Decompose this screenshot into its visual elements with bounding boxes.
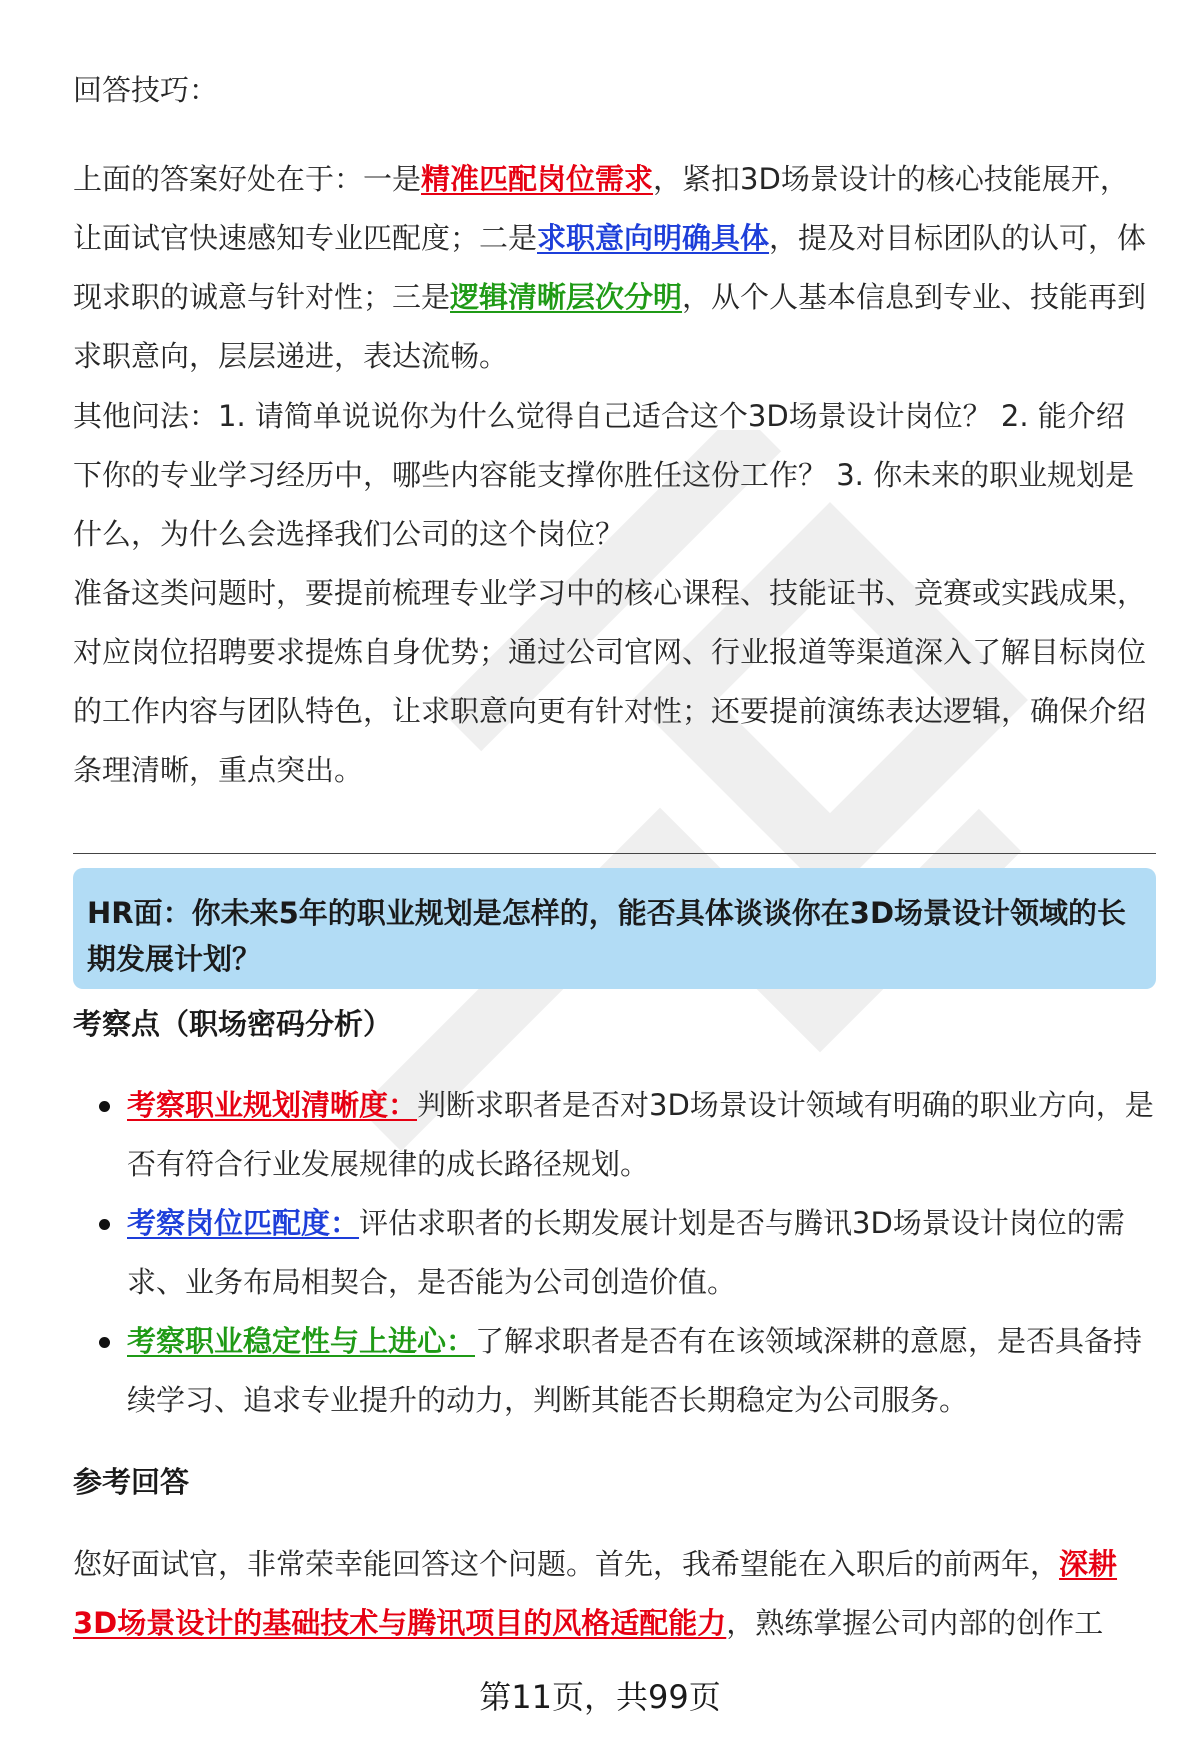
analysis-item — [73, 1194, 1156, 1312]
hr-question-text: HR面：你未来5年的职业规划是怎样的，能否具体谈谈你在3D场景设计领域的长期发展计划？ — [87, 896, 1127, 976]
analysis-item — [73, 1312, 1156, 1430]
benefits-text-3: ，提及对目标团队的认可，体现求职的诚意与针对性；三是 — [73, 221, 1147, 314]
answer-text-2: ，熟练掌握公司内部的创作工 — [726, 1606, 1104, 1640]
benefits-text-2: ，紧扣3D场景设计的核心技能展开，让面试官快速感知专业匹配度；二是 — [73, 162, 1129, 255]
answer-highlight: 深耕3D场景设计的基础技术与腾讯项目的风格适配能力 — [73, 1547, 1118, 1640]
analysis-text: 判断求职者是否对3D场景设计领域有明确的职业方向，是否有符合行业发展规律的成长路径规划。 — [127, 1088, 1154, 1181]
analysis-key-match: 考察岗位匹配度： — [127, 1206, 360, 1240]
benefits-text-4: ，从个人基本信息到专业、技能再到求职意向，层层递进，表达流畅。 — [73, 280, 1147, 373]
analysis-title: 考察点（职场密码分析） — [73, 1007, 393, 1041]
highlight-precise-match: 精准匹配岗位需求 — [421, 162, 654, 196]
reference-answer-text — [73, 1535, 1156, 1653]
tips-label: 回答技巧： — [73, 73, 219, 107]
analysis-key-stability: 考察职业稳定性与上进心： — [127, 1324, 476, 1358]
bullet-icon — [99, 1337, 110, 1348]
analysis-key-planning: 考察职业规划清晰度： — [127, 1088, 418, 1122]
reference-answer-title: 参考回答 — [73, 1465, 190, 1499]
answer-text-1: 您好面试官，非常荣幸能回答这个问题。首先，我希望能在入职后的前两年， — [73, 1547, 1060, 1581]
highlight-clear-logic: 逻辑清晰层次分明 — [450, 280, 683, 314]
tips-paragraph-benefits — [73, 150, 1153, 386]
tips-paragraph-preparation: 准备这类问题时，要提前梳理专业学习中的核心课程、技能证书、竞赛或实践成果，对应岗位招聘要求提炼自身优势；通过公司官网、行业报道等渠道深入了解目标岗位的工作内容与团队特色，让求职意向更有针对性；还要提前演练表达逻辑，确保介绍条理清晰，重点突出。 — [73, 576, 1147, 787]
analysis-text: 了解求职者是否有在该领域深耕的意愿，是否具备持续学习、追求专业提升的动力，判断其能否长期稳定为公司服务。 — [127, 1324, 1143, 1417]
bullet-icon — [99, 1101, 110, 1112]
highlight-clear-intent: 求职意向明确具体 — [537, 221, 770, 255]
analysis-list — [73, 1076, 1156, 1430]
benefits-text-1: 上面的答案好处在于：一是 — [73, 162, 422, 196]
analysis-text: 评估求职者的长期发展计划是否与腾讯3D场景设计岗位的需求、业务布局相契合，是否能为公司创造价值。 — [127, 1206, 1125, 1299]
bullet-icon — [99, 1219, 110, 1230]
analysis-item — [73, 1076, 1156, 1194]
section-divider — [73, 853, 1156, 854]
page-number: 第11页，共99页 — [479, 1678, 721, 1716]
hr-question-box — [73, 868, 1156, 989]
tips-paragraph-other-questions: 其他问法：1. 请简单说说你为什么觉得自己适合这个3D场景设计岗位？ 2. 能介绍下你的专业学习经历中，哪些内容能支撑你胜任这份工作？ 3. 你未来的职业规划是什么，为什么会选择我们公司的这个岗位？ — [73, 399, 1135, 551]
